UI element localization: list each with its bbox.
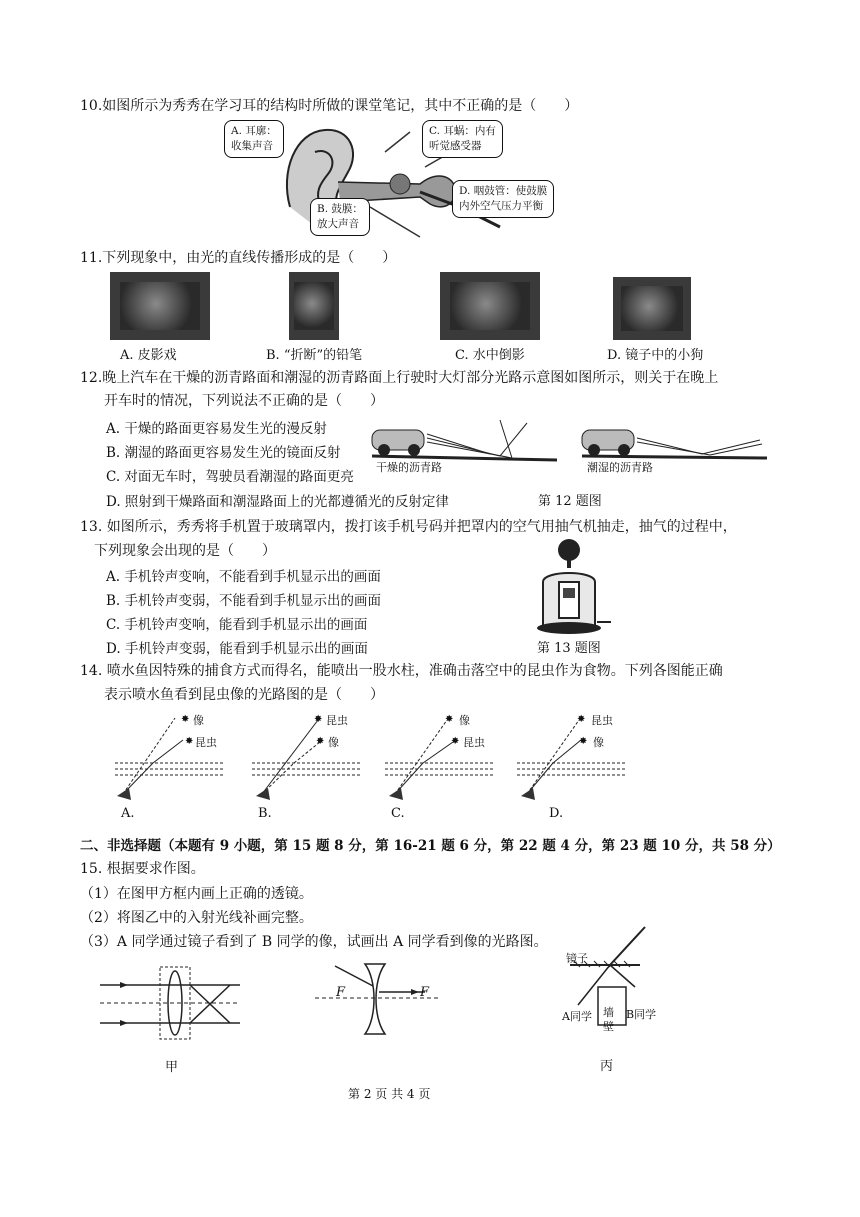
student-a-label: A同学	[562, 1010, 592, 1023]
wet-road-label: 潮湿的沥青路	[587, 461, 653, 474]
fig-yi-diagram	[315, 960, 445, 1040]
q14-d-bottom-label: 像	[593, 736, 604, 749]
q14-c-option: C.	[391, 806, 405, 821]
callout-d-line2: 内外空气压力平衡	[459, 200, 543, 212]
callout-b	[310, 198, 370, 236]
photo-bent-pencil	[289, 272, 339, 340]
q13-figure-caption: 第 13 题图	[537, 641, 601, 656]
q13-stem-line2: 下列现象会出现的是（ ）	[94, 543, 276, 559]
svg-text:✸: ✸	[451, 736, 460, 747]
q13-stem-line1: 13. 如图所示，秀秀将手机置于玻璃罩内，拨打该手机号码并把罩内的空气用抽气机抽走，抽气的过程中，	[80, 519, 737, 535]
callout-d-line1: D. 咽鼓管：使鼓膜	[459, 185, 548, 197]
q14-d-top-label: 昆虫	[591, 714, 613, 727]
q14-b-bottom-label: 像	[328, 736, 339, 749]
q13-option-d: D. 手机铃声变弱，能看到手机显示出的画面	[106, 641, 368, 657]
svg-text:✸: ✸	[181, 714, 190, 725]
ear-diagram	[220, 112, 560, 242]
mirror-label: 镜子	[566, 952, 588, 965]
photo-shadow-play	[110, 272, 210, 340]
fig-jia-diagram	[100, 965, 250, 1055]
q14-c-bottom-label: 昆虫	[463, 736, 485, 749]
q12-option-d: D. 照射到干燥路面和潮湿路面上的光都遵循光的反射定律	[106, 494, 449, 510]
svg-text:✸: ✸	[579, 736, 588, 747]
q12-option-a: A. 干燥的路面更容易发生光的漫反射	[106, 421, 327, 437]
q15-sub2: （2）将图乙中的入射光线补画完整。	[80, 910, 313, 926]
callout-a-line1: A. 耳廓：	[231, 125, 277, 137]
q14-figure-b	[252, 708, 362, 821]
q12-option-c: C. 对面无车时，驾驶员看潮湿的路面更亮	[106, 469, 354, 485]
dry-road-label: 干燥的沥青路	[376, 461, 442, 474]
fig-bing-label: 丙	[600, 1059, 614, 1074]
svg-text:✸: ✸	[445, 714, 454, 725]
q11-stem: 11.下列现象中，由光的直线传播形成的是（ ）	[80, 250, 397, 266]
bell-jar-figure	[535, 538, 615, 638]
callout-c-line1: C. 耳蜗：内有	[429, 125, 496, 137]
callout-b-line2: 放大声音	[317, 218, 359, 230]
callout-c	[422, 120, 503, 158]
q12-stem-line1: 12.晚上汽车在干燥的沥青路面和潮湿的沥青路面上行驶时大灯部分光路示意图如图所示，则关于在晚上	[80, 370, 719, 386]
wall-label-line1: 墙	[603, 1006, 614, 1019]
callout-a	[224, 120, 284, 158]
q10-stem: 10.如图所示为秀秀在学习耳的结构时所做的课堂笔记，其中不正确的是（ ）	[80, 98, 579, 114]
section2-heading: 二、非选择题（本题有 9 小题，第 15 题 8 分，第 16-21 题 6 分，第 22 题 4 分，第 23 题 10 分，共 58 分）	[80, 838, 781, 854]
q12-stem-line2: 开车时的情况，下列说法不正确的是（ ）	[104, 393, 384, 409]
q11-option-a: A. 皮影戏	[120, 348, 177, 363]
callout-b-line1: B. 鼓膜：	[317, 203, 363, 215]
q14-figure-c	[385, 708, 495, 821]
q14-d-option: D.	[549, 806, 564, 821]
q12-option-b: B. 潮湿的路面更容易发生光的镜面反射	[106, 445, 341, 461]
svg-text:✸: ✸	[185, 736, 194, 747]
callout-c-line2: 听觉感受器	[429, 140, 482, 152]
q14-stem-line2: 表示喷水鱼看到昆虫像的光路图的是（ ）	[104, 687, 384, 703]
fig-yi-focal-right: F	[420, 985, 430, 1000]
q14-b-top-label: 昆虫	[326, 714, 348, 727]
q14-a-bottom-label: 昆虫	[195, 736, 217, 749]
q11-option-d: D. 镜子中的小狗	[607, 348, 704, 363]
callout-d	[452, 180, 554, 218]
q14-figure-d	[517, 708, 627, 821]
fig-yi-focal-left: F	[336, 985, 346, 1000]
photo-mirror-dog	[613, 277, 691, 340]
q13-option-a: A. 手机铃声变响，不能看到手机显示出的画面	[106, 569, 381, 585]
photo-water-reflection	[440, 272, 540, 340]
q15-sub3: （3）A 同学通过镜子看到了 B 同学的像，试画出 A 同学看到像的光路图。	[80, 934, 548, 950]
q15-stem: 15. 根据要求作图。	[80, 861, 205, 877]
q14-stem-line1: 14. 喷水鱼因特殊的捕食方式而得名，能喷出一股水柱，准确击落空中的昆虫作为食物。下列各图能正确	[80, 663, 723, 679]
q14-diagram-c	[385, 708, 495, 808]
q13-option-c: C. 手机铃声变响，能看到手机显示出的画面	[106, 617, 368, 633]
q14-c-top-label: 像	[459, 714, 470, 727]
page-footer: 第 2 页 共 4 页	[348, 1087, 431, 1101]
callout-a-line2: 收集声音	[231, 140, 273, 152]
svg-text:✸: ✸	[316, 736, 325, 747]
q14-figure-a	[115, 708, 225, 821]
q14-a-top-label: 像	[193, 714, 204, 727]
fig-jia-label: 甲	[165, 1060, 179, 1075]
q11-option-c: C. 水中倒影	[455, 348, 525, 363]
student-b-label: B同学	[626, 1008, 657, 1021]
q14-b-option: B.	[258, 806, 272, 821]
wall-label-line2: 壁	[603, 1020, 614, 1033]
svg-text:✸: ✸	[314, 714, 323, 725]
q13-option-b: B. 手机铃声变弱，不能看到手机显示出的画面	[106, 593, 382, 609]
q14-a-option: A.	[121, 806, 135, 821]
q11-option-b: B. “折断”的铅笔	[266, 348, 363, 363]
q15-sub1: （1）在图甲方框内画上正确的透镜。	[80, 886, 313, 902]
q12-figure-caption: 第 12 题图	[538, 494, 602, 509]
q14-diagram-a	[115, 708, 225, 808]
svg-text:✸: ✸	[577, 714, 586, 725]
